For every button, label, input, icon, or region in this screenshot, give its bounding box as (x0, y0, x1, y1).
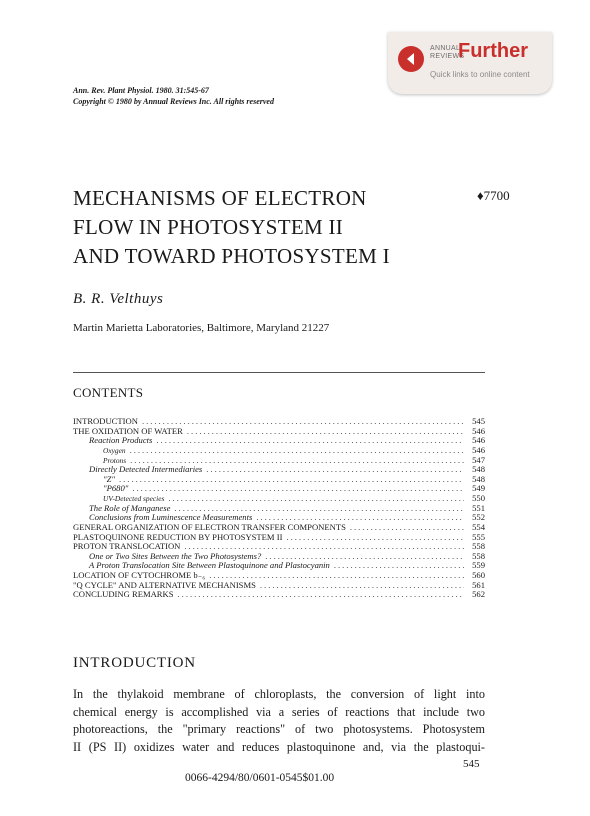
toc-entry[interactable] (73, 590, 485, 600)
toc-entry-label: PLASTOQUINONE REDUCTION BY PHOTOSYSTEM II (73, 531, 283, 542)
article-title-line-2: FLOW IN PHOTOSYSTEM II (73, 215, 344, 239)
toc-entry-page: 551 (472, 502, 485, 513)
toc-entry-label: "Z" (103, 473, 115, 484)
section-divider (73, 372, 485, 373)
toc-leader-dots (130, 446, 464, 456)
annual-label: ANNUAL (430, 45, 461, 52)
toc-entry-page: 546 (472, 435, 485, 446)
toc-entry-page: 552 (472, 512, 485, 523)
author-affiliation: Martin Marietta Laboratories, Baltimore, Maryland 21227 (73, 322, 330, 334)
footer-code: 0066-4294/80/0601-0545$01.00 (185, 772, 335, 784)
annual-reviews-logo-icon (398, 46, 424, 72)
toc-leader-dots (156, 436, 464, 446)
toc-entry-label: Oxygen (103, 445, 126, 455)
toc-entry-page: 549 (472, 483, 485, 494)
further-badge[interactable] (388, 32, 552, 94)
toc-entry[interactable] (73, 446, 485, 456)
toc-entry-page: 548 (472, 473, 485, 484)
toc-entry-label: "P680" (103, 483, 129, 494)
further-label: Further (458, 40, 528, 62)
toc-entry-label: CONCLUDING REMARKS (73, 589, 174, 600)
toc-entry-label: THE OXIDATION OF WATER (73, 425, 183, 436)
toc-entry-page: 554 (472, 521, 485, 532)
toc-leader-dots (260, 581, 464, 591)
body-line: chemical energy is accomplished via a series of reactions that include two (73, 704, 485, 719)
journal-citation: Ann. Rev. Plant Physiol. 1980. 31:545-67 (73, 86, 209, 95)
toc-leader-dots (334, 561, 464, 571)
toc-entry-label: LOCATION OF CYTOCHROME b₋₆ (73, 570, 206, 580)
toc-entry[interactable] (73, 436, 485, 446)
toc-entry-page: 547 (472, 454, 485, 465)
toc-leader-dots (142, 417, 464, 427)
toc-entry-page: 559 (472, 560, 485, 571)
toc-entry-page: 546 (472, 425, 485, 436)
contents-heading: CONTENTS (73, 385, 144, 400)
table-of-contents (73, 417, 485, 600)
toc-entry-page: 545 (472, 416, 485, 426)
toc-entry-page: 558 (472, 550, 485, 561)
toc-entry-label: Conclusions from Luminescence Measurements (89, 512, 253, 523)
copyright-line: Copyright © 1980 by Annual Reviews Inc. All rights reserved (73, 97, 274, 106)
toc-leader-dots (350, 523, 464, 533)
toc-entry-label: Protons (103, 455, 127, 465)
toc-entry-label: INTRODUCTION (73, 416, 138, 426)
article-title-line-1: MECHANISMS OF ELECTRON (73, 186, 367, 210)
toc-leader-dots (187, 427, 464, 437)
toc-entry-page: 550 (472, 493, 485, 503)
toc-entry-label: PROTON TRANSLOCATION (73, 541, 181, 552)
body-line: II (PS II) oxidizes water and reduces plastoquinone and, via the plastoqui- (73, 739, 485, 754)
toc-leader-dots (178, 590, 464, 600)
body-text (73, 686, 485, 756)
reviews-label: REVIEWS (430, 53, 465, 60)
toc-leader-dots (168, 494, 464, 504)
body-line: In the thylakoid membrane of chloroplasts, the conversion of light into (73, 687, 485, 701)
toc-entry-label: GENERAL ORGANIZATION OF ELECTRON TRANSFER COMPONENTS (73, 521, 346, 532)
toc-entry-page: 561 (472, 579, 485, 590)
toc-entry[interactable] (73, 475, 485, 485)
toc-entry-page: 555 (472, 531, 485, 542)
toc-entry-label: The Role of Manganese (89, 502, 171, 513)
toc-entry-page: 546 (472, 444, 485, 455)
toc-entry-page: 548 (472, 464, 485, 475)
toc-entry-page: 558 (472, 541, 485, 552)
toc-entry[interactable] (73, 484, 485, 494)
body-line: photoreactions, the "primary reactions" of two photosystems. Photosystem (73, 722, 485, 737)
toc-entry-label: One or Two Sites Between the Two Photosystems? (89, 550, 262, 561)
introduction-heading: INTRODUCTION (73, 655, 196, 671)
page-number: 545 (463, 758, 480, 770)
toc-entry-page: 560 (472, 570, 485, 580)
toc-entry[interactable] (73, 465, 485, 475)
article-code: ♦7700 (477, 188, 510, 203)
toc-leader-dots (286, 533, 464, 543)
toc-entry-label: UV-Detected species (103, 494, 165, 503)
toc-leader-dots (132, 484, 464, 494)
toc-entry-label: Directly Detected Intermediaries (89, 464, 203, 475)
toc-leader-dots (206, 465, 464, 475)
toc-entry-label: A Proton Translocation Site Between Plastoquinone and Plastocyanin (89, 560, 330, 571)
toc-entry-label: "Q CYCLE" AND ALTERNATIVE MECHANISMS (73, 579, 256, 590)
toc-leader-dots (119, 475, 464, 485)
article-title-line-3: AND TOWARD PHOTOSYSTEM I (73, 244, 390, 268)
toc-entry-page: 562 (472, 589, 485, 600)
author-name: B. R. Velthuys (73, 291, 164, 307)
toc-entry-label: Reaction Products (89, 435, 153, 446)
quick-links-label: Quick links to online content (430, 70, 530, 79)
